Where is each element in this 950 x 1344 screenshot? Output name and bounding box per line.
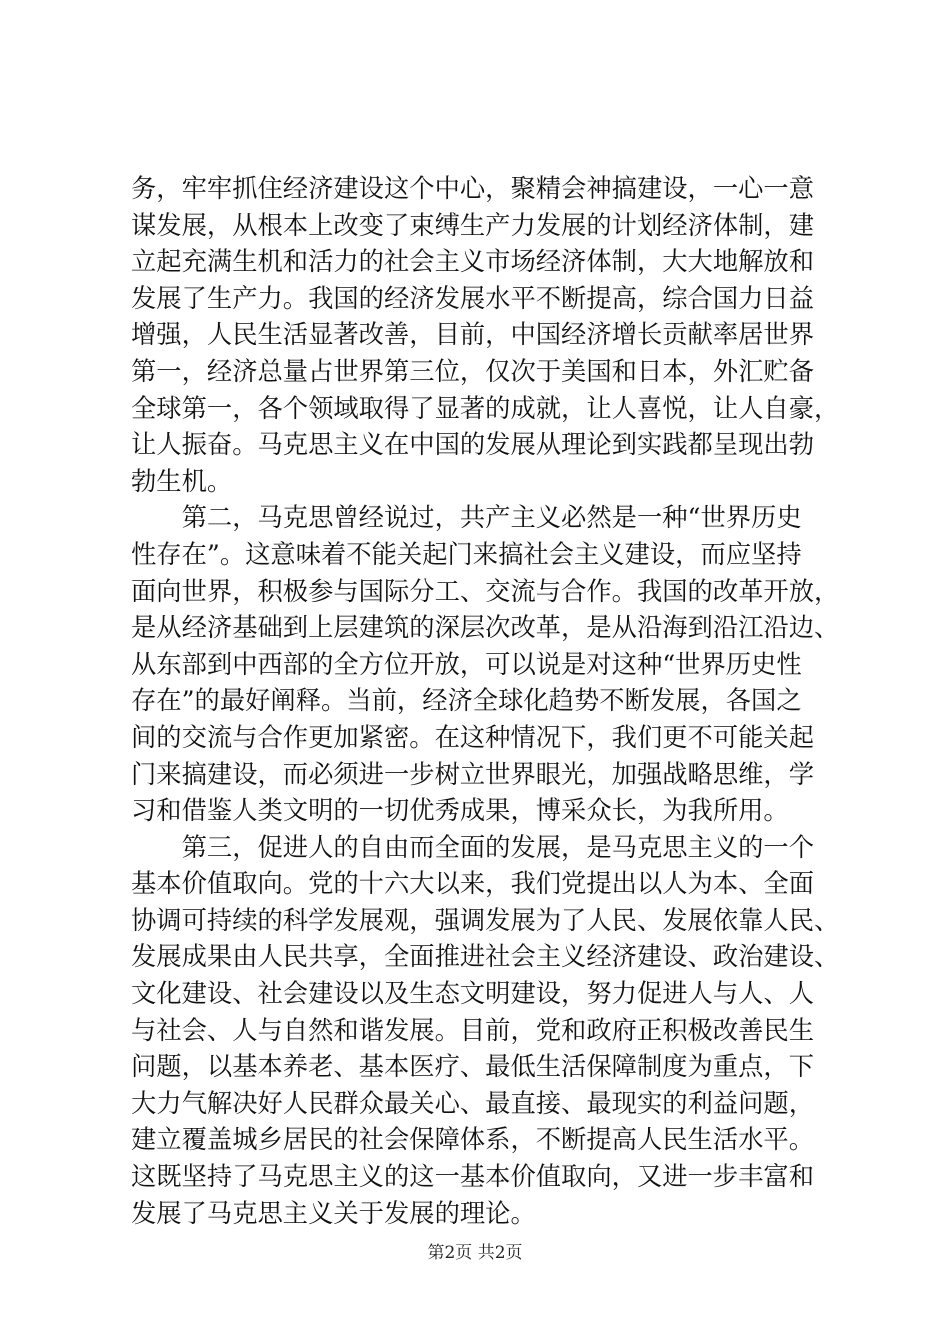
text-line: 第三，促进人的自由而全面的发展，是马克思主义的一个 [131,832,815,862]
text-line: 立起充满生机和活力的社会主义市场经济体制，大大地解放和 [131,247,815,277]
text-line: 协调可持续的科学发展观，强调发展为了人民、发展依靠人民、 [131,905,840,935]
text-line: 全球第一，各个领域取得了显著的成就，让人喜悦，让人自豪， [131,393,840,423]
text-line: 习和借鉴人类文明的一切优秀成果，博采众长，为我所用。 [131,796,789,826]
text-line: 基本价值取向。党的十六大以来，我们党提出以人为本、全面 [131,869,815,899]
page-footer [0,1241,950,1265]
text-line: 发展了马克思主义关于发展的理论。 [131,1198,536,1228]
text-line: 文化建设、社会建设以及生态文明建设，努力促进人与人、人 [131,979,815,1009]
text-line: 发展成果由人民共享，全面推进社会主义经济建设、政治建设、 [131,942,840,972]
text-line: 性存在”。这意味着不能关起门来搞社会主义建设，而应坚持 [131,539,802,569]
text-line: 增强，人民生活显著改善，目前，中国经济增长贡献率居世界 [131,320,815,350]
text-line: 是从经济基础到上层建筑的深层次改革，是从沿海到沿江沿边、 [131,613,840,643]
text-line: 建立覆盖城乡居民的社会保障体系，不断提高人民生活水平。 [131,1125,815,1155]
text-line: 面向世界，积极参与国际分工、交流与合作。我国的改革开放， [131,576,840,606]
text-line: 务，牢牢抓住经济建设这个中心，聚精会神搞建设，一心一意 [131,174,815,203]
text-line: 与社会、人与自然和谐发展。目前，党和政府正积极改善民生 [131,1015,815,1045]
text-line: 谋发展，从根本上改变了束缚生产力发展的计划经济体制，建 [131,210,815,240]
text-line: 第一，经济总量占世界第三位，仅次于美国和日本，外汇贮备 [131,356,815,386]
text-line: 从东部到中西部的全方位开放，可以说是对这种“世界历史性 [131,649,802,679]
text-line: 第二，马克思曾经说过，共产主义必然是一种“世界历史 [131,503,802,533]
text-line: 勃生机。 [131,466,233,496]
text-line: 发展了生产力。我国的经济发展水平不断提高，综合国力日益 [131,283,815,313]
text-line: 门来搞建设，而必须进一步树立世界眼光，加强战略思维，学 [131,759,815,789]
text-line: 存在”的最好阐释。当前，经济全球化趋势不断发展，各国之 [131,686,802,716]
text-line: 间的交流与合作更加紧密。在这种情况下，我们更不可能关起 [131,722,815,752]
text-line: 让人振奋。马克思主义在中国的发展从理论到实践都呈现出勃 [131,430,815,460]
body-text [131,171,840,1232]
text-line: 大力气解决好人民群众最关心、最直接、最现实的利益问题， [131,1088,815,1118]
text-line: 问题，以基本养老、基本医疗、最低生活保障制度为重点，下 [131,1052,815,1082]
text-line: 这既坚持了马克思主义的这一基本价值取向，又进一步丰富和 [131,1162,815,1192]
page-number-label: 第2页 共2页 [427,1243,523,1263]
